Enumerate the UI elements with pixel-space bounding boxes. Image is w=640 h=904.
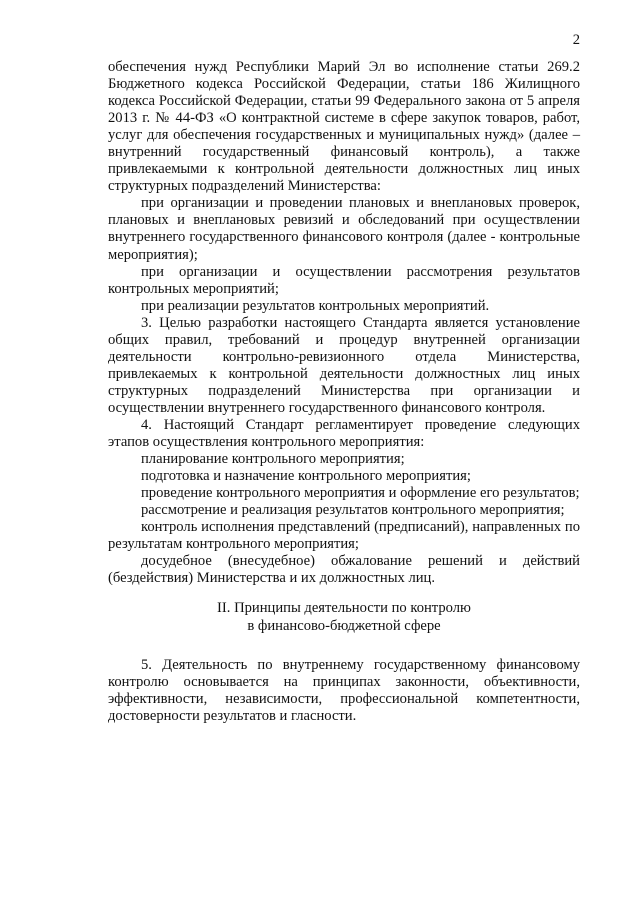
document-body bbox=[108, 59, 580, 725]
list-item-review: рассмотрение и реализация результатов контрольного мероприятия; bbox=[141, 502, 565, 519]
paragraph-item-3: 3. Целью разработки настоящего Стандарта является установление общих правил, требований и процедур внутренней организации деятельности контрольно-ревизионного отдела Министерства, привлекаемых к контрольной деятельности должностных лиц иных структурных подразделений Министерства при организации и осуществлении внутреннего государственного финансового контроля. bbox=[108, 314, 580, 416]
paragraph-implement-results: при реализации результатов контрольных мероприятий. bbox=[141, 297, 490, 314]
paragraph-continuation: обеспечения нужд Республики Марий Эл во исполнение статьи 269.2 Бюджетного кодекса Российской Федерации, статьи 186 Жилищного кодекса Российской Федерации, статьи 99 Федерального закона от 5 апреля 2013 г. № 44-ФЗ «О контрактной системе в сфере закупок товаров, работ, услуг для обеспечения государственных и муниципальных нужд» (далее – внутренний государственный финансовый контроль), а также привлекаемыми к контрольной деятельности должностных лиц иных структурных подразделений Министерства: bbox=[108, 59, 580, 195]
paragraph-item-4: 4. Настоящий Стандарт регламентирует проведение следующих этапов осуществления контрольного мероприятия: bbox=[108, 416, 580, 451]
list-item-control: контроль исполнения представлений (предписаний), направленных по результатам контрольного мероприятия; bbox=[108, 519, 580, 553]
section-heading-line-2: в финансово-бюджетной сфере bbox=[247, 617, 441, 634]
list-item-appeal: досудебное (внесудебное) обжалование решений и действий (бездействия) Министерства и их должностных лиц. bbox=[108, 553, 580, 587]
paragraph-control-activities: при организации и проведении плановых и внеплановых проверок, плановых и внеплановых ревизий и обследований при осуществлении внутреннего государственного финансового контроля (далее - контрольные мероприятия); bbox=[108, 195, 580, 263]
section-heading-line-1: II. Принципы деятельности по контролю bbox=[217, 600, 471, 617]
list-item-conducting: проведение контрольного мероприятия и оформление его результатов; bbox=[141, 485, 580, 502]
spacer bbox=[108, 635, 580, 657]
list-item-preparation: подготовка и назначение контрольного мероприятия; bbox=[141, 468, 471, 485]
paragraph-review-results: при организации и осуществлении рассмотрения результатов контрольных мероприятий; bbox=[108, 263, 580, 297]
list-item-planning: планирование контрольного мероприятия; bbox=[141, 451, 405, 468]
section-heading bbox=[108, 600, 580, 634]
paragraph-item-5: 5. Деятельность по внутреннему государственному финансовому контролю основывается на принципах законности, объективности, эффективности, независимости, профессиональной компетентности, достоверности результатов и гласности. bbox=[108, 656, 580, 724]
page-number: 2 bbox=[572, 32, 580, 48]
